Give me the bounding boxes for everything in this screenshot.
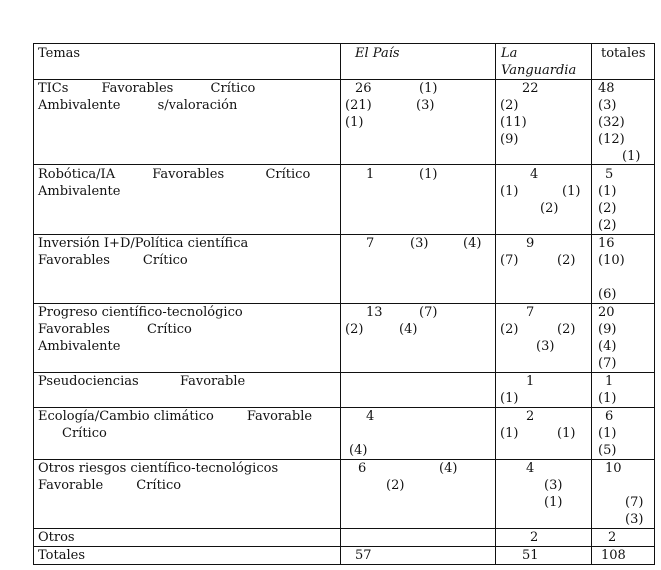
cell-vanguardia: (2) xyxy=(500,322,519,337)
cell-vanguardia: 1 xyxy=(526,374,535,389)
cell-tema: Totales xyxy=(38,548,85,563)
cell-el-pais: (1) xyxy=(345,115,364,130)
cell-totales: 6 xyxy=(605,409,614,424)
cell-el-pais: (21) xyxy=(345,98,372,113)
cell-totales: (10) xyxy=(598,253,625,268)
cell-el-pais: 6 xyxy=(358,461,367,476)
cell-vanguardia: (1) xyxy=(500,184,519,199)
cell-el-pais: 4 xyxy=(366,409,375,424)
cell-totales: (6) xyxy=(598,287,617,302)
cell-vanguardia: (11) xyxy=(500,115,527,130)
cell-vanguardia: (1) xyxy=(544,495,563,510)
cell-tema: Favorables Crítico xyxy=(38,253,188,268)
cell-vanguardia: (3) xyxy=(536,339,555,354)
cell-tema: Ambivalente xyxy=(38,339,121,354)
column-divider xyxy=(591,43,592,565)
cell-vanguardia: (2) xyxy=(557,322,576,337)
cell-totales: (7) xyxy=(625,495,644,510)
cell-el-pais: (4) xyxy=(439,461,458,476)
cell-el-pais: (4) xyxy=(349,443,368,458)
cell-vanguardia: (2) xyxy=(557,253,576,268)
cell-totales: (3) xyxy=(598,98,617,113)
data-table xyxy=(33,43,655,565)
cell-el-pais: 13 xyxy=(366,305,383,320)
header-totales: totales xyxy=(601,46,646,61)
cell-vanguardia: 22 xyxy=(522,81,539,96)
row-divider xyxy=(33,528,655,529)
cell-tema: Favorable Crítico xyxy=(38,478,182,493)
cell-vanguardia: (1) xyxy=(562,184,581,199)
cell-tema: Crítico xyxy=(62,426,107,441)
cell-vanguardia: (2) xyxy=(540,201,559,216)
column-divider xyxy=(495,43,496,565)
cell-vanguardia: (1) xyxy=(500,391,519,406)
cell-vanguardia: 4 xyxy=(526,461,535,476)
cell-totales: (3) xyxy=(625,512,644,527)
table-border-right xyxy=(654,43,655,565)
cell-vanguardia: 7 xyxy=(526,305,535,320)
cell-tema: Ecología/Cambio climático Favorable xyxy=(38,409,313,424)
cell-el-pais: (3) xyxy=(416,98,435,113)
cell-totales: (2) xyxy=(598,218,617,233)
row-divider xyxy=(33,546,655,547)
cell-vanguardia: (3) xyxy=(544,478,563,493)
cell-tema: Robótica/IA Favorables Crítico xyxy=(38,167,311,182)
cell-totales: (5) xyxy=(598,443,617,458)
cell-tema: Ambivalente s/valoración xyxy=(38,98,238,113)
cell-totales: (12) xyxy=(598,132,625,147)
table-border-top xyxy=(33,43,655,44)
cell-tema: Ambivalente xyxy=(38,184,121,199)
cell-totales: (32) xyxy=(598,115,625,130)
cell-vanguardia: (9) xyxy=(500,132,519,147)
cell-el-pais: (1) xyxy=(419,167,438,182)
cell-el-pais: 1 xyxy=(366,167,375,182)
cell-totales: 48 xyxy=(598,81,615,96)
cell-vanguardia: 2 xyxy=(530,530,539,545)
cell-el-pais: (4) xyxy=(463,236,482,251)
cell-vanguardia: 4 xyxy=(530,167,539,182)
cell-totales: 108 xyxy=(601,548,626,563)
cell-totales: (9) xyxy=(598,322,617,337)
cell-el-pais: (7) xyxy=(419,305,438,320)
cell-el-pais: 57 xyxy=(355,548,372,563)
cell-vanguardia: 51 xyxy=(522,548,539,563)
cell-tema: Pseudociencias Favorable xyxy=(38,374,246,389)
cell-tema: TICs Favorables Crítico xyxy=(38,81,256,96)
cell-totales: (1) xyxy=(598,426,617,441)
cell-tema: Otros riesgos científico-tecnológicos xyxy=(38,461,279,476)
cell-totales: 1 xyxy=(605,374,614,389)
cell-el-pais: 26 xyxy=(355,81,372,96)
cell-totales: (1) xyxy=(598,184,617,199)
cell-vanguardia: (2) xyxy=(500,98,519,113)
cell-el-pais: (2) xyxy=(386,478,405,493)
cell-tema: Inversión I+D/Política científica xyxy=(38,236,249,251)
cell-totales: 2 xyxy=(608,530,617,545)
cell-totales: (2) xyxy=(598,201,617,216)
cell-tema: Favorables Crítico xyxy=(38,322,192,337)
cell-totales: 5 xyxy=(605,167,614,182)
cell-totales: (1) xyxy=(598,391,617,406)
header-la-vanguardia-line1: La xyxy=(501,46,518,61)
row-divider xyxy=(33,164,655,165)
cell-el-pais: 7 xyxy=(366,236,375,251)
cell-vanguardia: 2 xyxy=(526,409,535,424)
cell-totales: 16 xyxy=(598,236,615,251)
cell-totales: 10 xyxy=(605,461,622,476)
header-el-pais: El País xyxy=(355,46,400,61)
cell-vanguardia: 9 xyxy=(526,236,535,251)
header-temas: Temas xyxy=(38,46,81,61)
column-divider xyxy=(340,43,341,565)
cell-vanguardia: (1) xyxy=(500,426,519,441)
cell-el-pais: (3) xyxy=(410,236,429,251)
cell-tema: Progreso científico-tecnológico xyxy=(38,305,243,320)
cell-totales: (4) xyxy=(598,339,617,354)
cell-el-pais: (4) xyxy=(399,322,418,337)
cell-vanguardia: (1) xyxy=(557,426,576,441)
header-la-vanguardia-line2: Vanguardia xyxy=(501,63,577,78)
table-border-bottom xyxy=(33,564,655,565)
cell-el-pais: (1) xyxy=(419,81,438,96)
cell-totales: 20 xyxy=(598,305,615,320)
cell-vanguardia: (7) xyxy=(500,253,519,268)
table-border-left xyxy=(33,43,34,565)
cell-totales: (1) xyxy=(622,149,641,164)
cell-el-pais: (2) xyxy=(345,322,364,337)
cell-tema: Otros xyxy=(38,530,75,545)
cell-totales: (7) xyxy=(598,356,617,371)
